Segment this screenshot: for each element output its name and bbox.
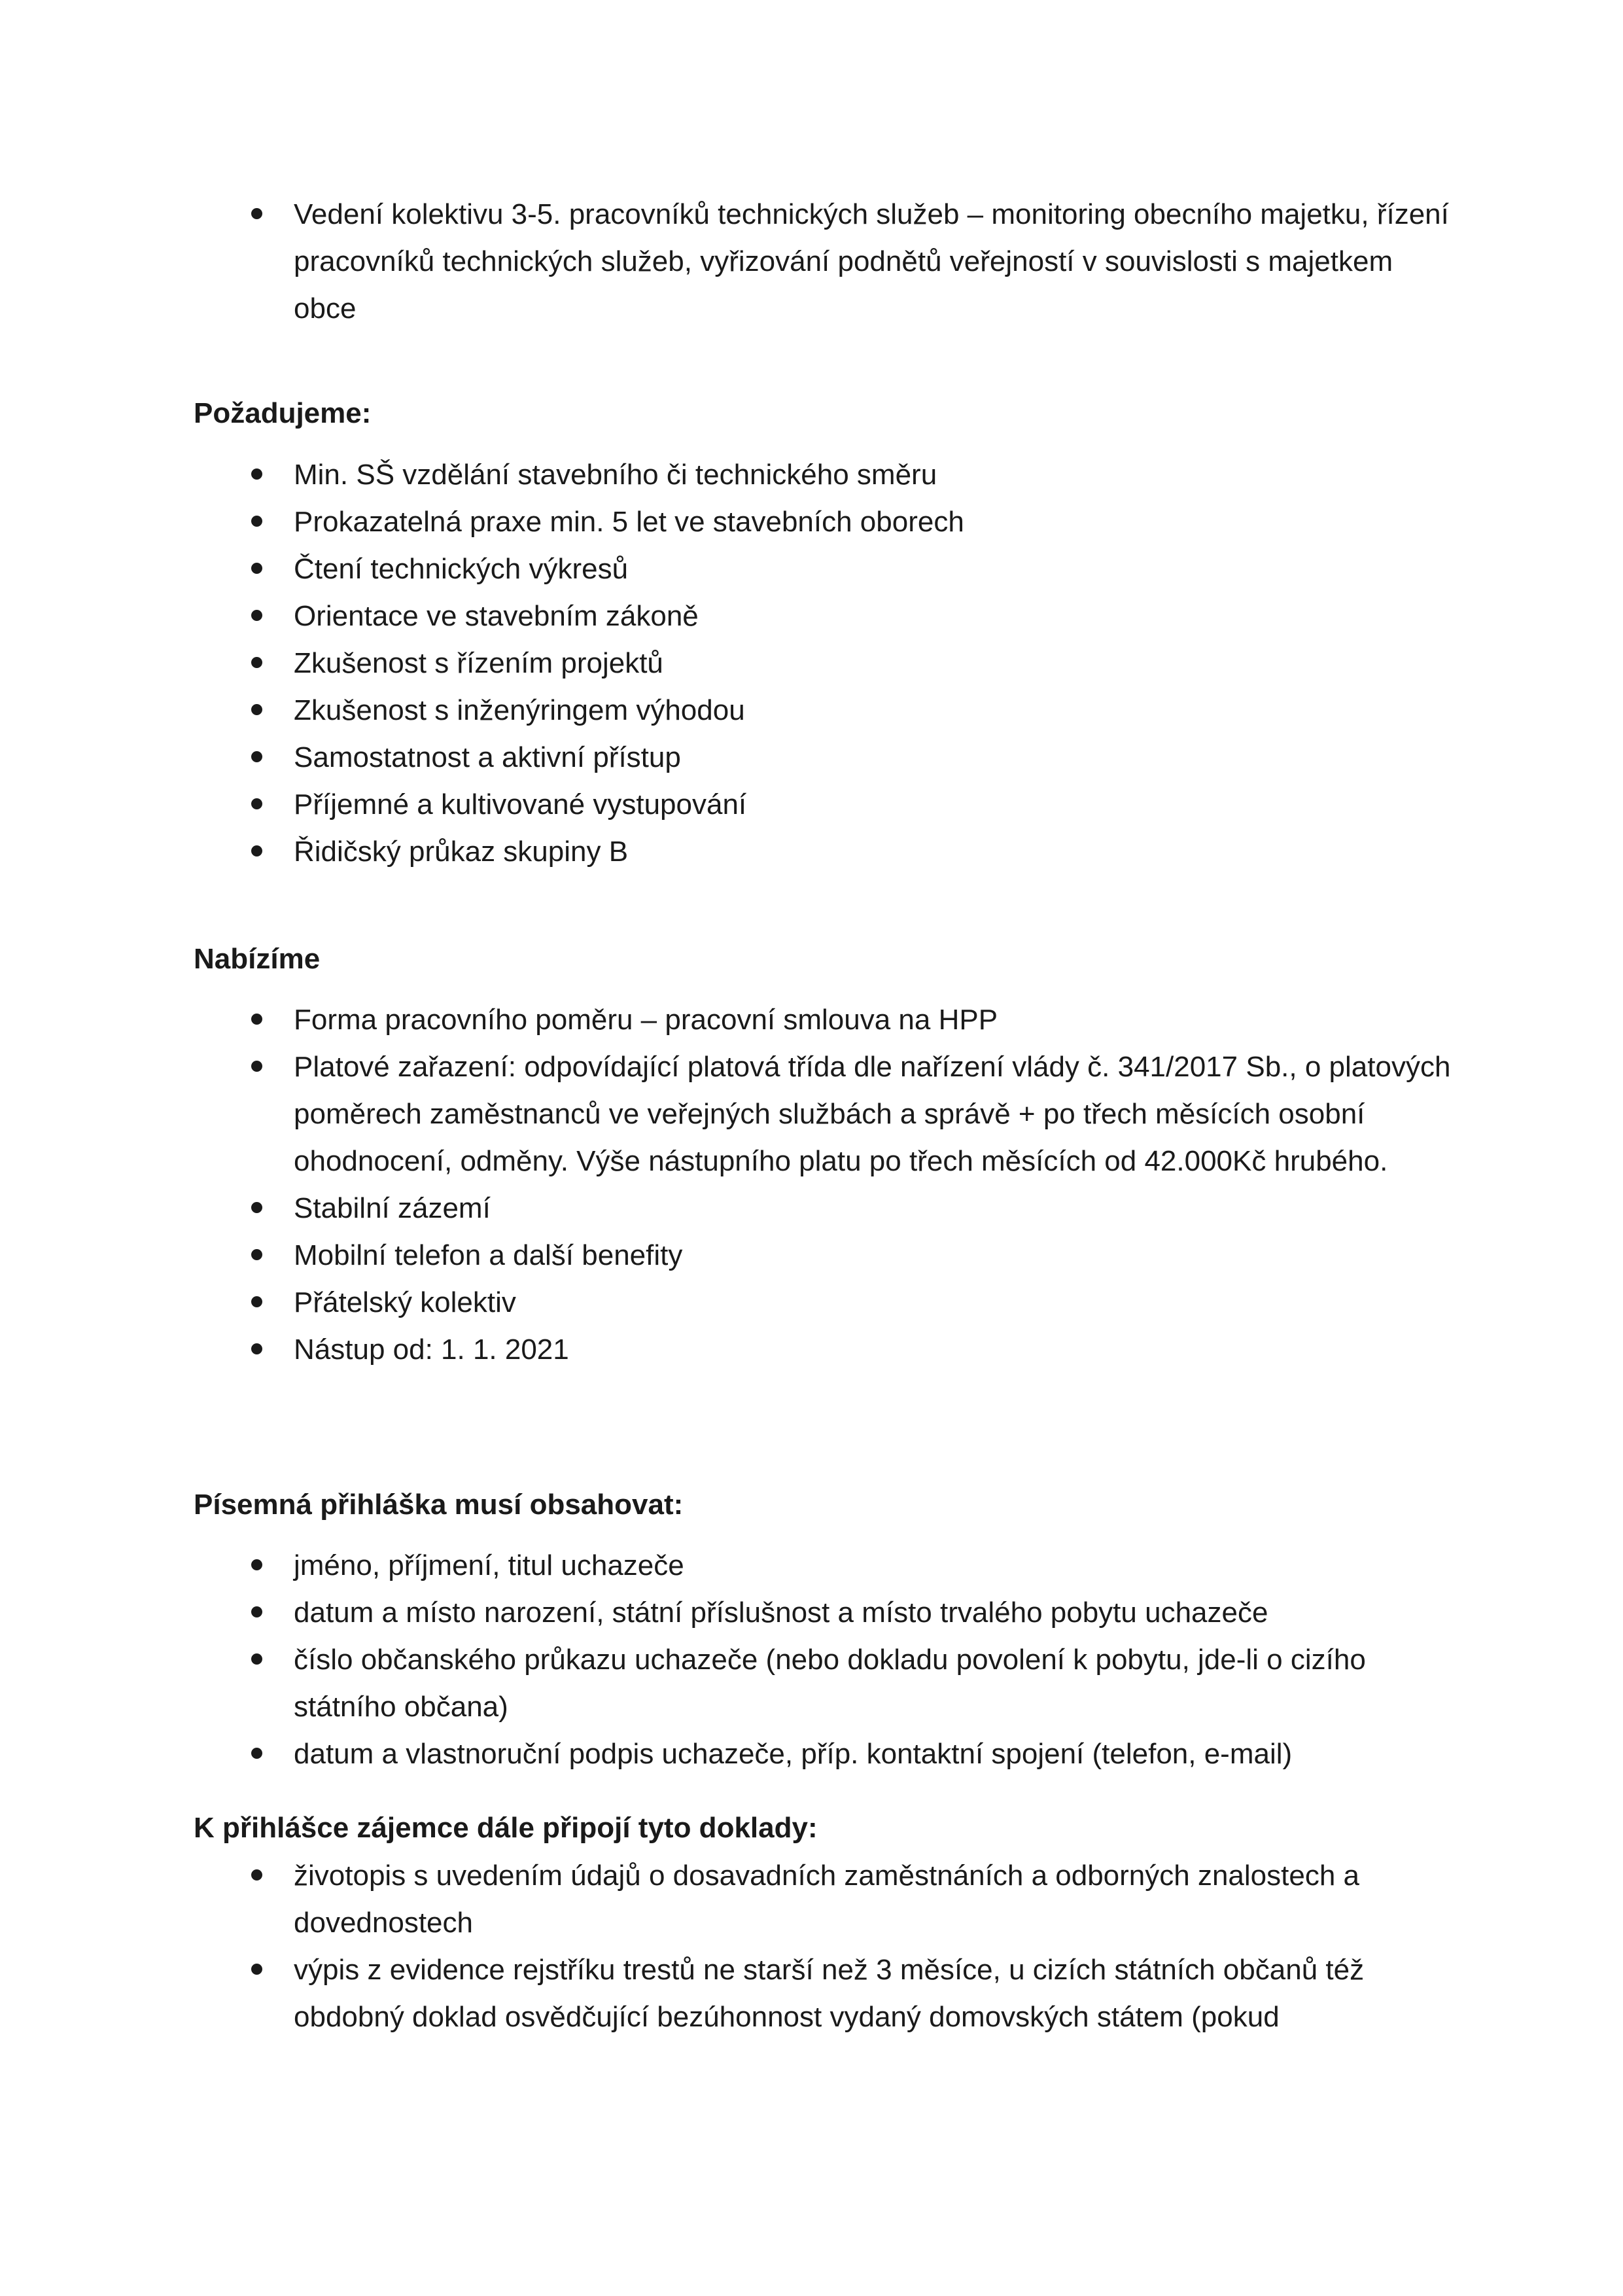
list-item-text: číslo občanského průkazu uchazeče (nebo dokladu povolení k pobytu, jde-li o cizího státního občana) <box>294 1644 1366 1723</box>
list-item <box>194 593 1456 640</box>
list-item-text: výpis z evidence rejstříku trestů ne starší než 3 měsíce, u cizích státních občanů též obdobný doklad osvědčující bezúhonnost vydaný domovských státem (pokud <box>294 1954 1365 2033</box>
bullet-icon <box>251 208 262 219</box>
list-item <box>194 1542 1456 1589</box>
section-heading: K přihlášce zájemce dále připojí tyto doklady: <box>194 1812 818 1844</box>
list-item-text: datum a místo narození, státní příslušnost a místo trvalého pobytu uchazeče <box>294 1597 1268 1629</box>
bullet-icon <box>251 751 262 762</box>
bullet-icon <box>251 845 262 857</box>
application-section <box>194 1481 1456 1528</box>
bullet-icon <box>251 1014 262 1025</box>
requirements-list <box>194 451 1456 875</box>
list-item-text: jméno, příjmení, titul uchazeče <box>294 1549 684 1581</box>
list-item-text: Prokazatelná praxe min. 5 let ve stavebních oborech <box>294 506 964 538</box>
application-list <box>194 1542 1456 1778</box>
list-item-text: Přátelský kolektiv <box>294 1286 516 1318</box>
list-item <box>194 1279 1456 1326</box>
section-heading: Požadujeme: <box>194 397 372 429</box>
bullet-icon <box>251 610 262 621</box>
bullet-icon <box>251 1202 262 1213</box>
list-item <box>194 640 1456 687</box>
bullet-icon <box>251 1653 262 1665</box>
list-item <box>194 828 1456 875</box>
application-list-wrap <box>194 1542 1456 1778</box>
requirements-list-wrap <box>194 451 1456 875</box>
bullet-icon <box>251 1606 262 1617</box>
list-item <box>194 1852 1456 1947</box>
bullet-icon <box>251 798 262 809</box>
list-item-text: Nástup od: 1. 1. 2021 <box>294 1333 569 1366</box>
bullet-icon <box>251 563 262 574</box>
bullet-icon <box>251 704 262 715</box>
documents-list-wrap <box>194 1852 1456 2041</box>
list-item <box>194 546 1456 593</box>
bullet-icon <box>251 1964 262 1975</box>
list-item-text: datum a vlastnoruční podpis uchazeče, příp. kontaktní spojení (telefon, e-mail) <box>294 1738 1293 1770</box>
list-item-text: Orientace ve stavebním zákoně <box>294 600 699 632</box>
list-item-text: Vedení kolektivu 3-5. pracovníků technických služeb – monitoring obecního majetku, řízení pracovníků technických služeb, vyřizování podnětů veřejností v souvislosti s majetkem obce <box>294 198 1449 325</box>
list-item-text: Čtení technických výkresů <box>294 553 629 585</box>
offer-list-wrap <box>194 997 1456 1373</box>
list-item <box>194 191 1456 332</box>
list-item-text: Platové zařazení: odpovídající platová třída dle nařízení vlády č. 341/2017 Sb., o platových poměrech zaměstnanců ve veřejných službách a správě + po třech měsících osobní ohodnocení, odměny. Výše nástupního platu po třech měsících od 42.000Kč hrubého. <box>294 1051 1451 1177</box>
bullet-icon <box>251 516 262 527</box>
list-item-text: Příjemné a kultivované vystupování <box>294 788 747 821</box>
bullet-icon <box>251 1869 262 1881</box>
offer-section <box>194 936 1456 983</box>
list-item <box>194 734 1456 781</box>
list-item-text: Řidičský průkaz skupiny B <box>294 836 629 868</box>
list-item-text: Zkušenost s inženýringem výhodou <box>294 694 745 726</box>
list-item <box>194 1947 1456 2041</box>
list-item <box>194 1731 1456 1778</box>
list-item-text: životopis s uvedením údajů o dosavadních zaměstnáních a odborných znalostech a dovednostech <box>294 1860 1360 1939</box>
bullet-icon <box>251 1061 262 1072</box>
bullet-icon <box>251 1343 262 1354</box>
list-item <box>194 687 1456 734</box>
list-item <box>194 997 1456 1044</box>
section-heading: Nabízíme <box>194 943 321 975</box>
list-item <box>194 1326 1456 1373</box>
bullet-icon <box>251 657 262 668</box>
list-item <box>194 781 1456 828</box>
list-item <box>194 1232 1456 1279</box>
list-item <box>194 1044 1456 1185</box>
list-item-text: Stabilní zázemí <box>294 1192 491 1224</box>
list-item-text: Samostatnost a aktivní přístup <box>294 741 681 773</box>
list-item <box>194 451 1456 499</box>
bullet-icon <box>251 1748 262 1759</box>
bullet-icon <box>251 1249 262 1260</box>
list-item-text: Forma pracovního poměru – pracovní smlouva na HPP <box>294 1004 998 1036</box>
list-item <box>194 499 1456 546</box>
bullet-icon <box>251 1296 262 1307</box>
intro-list <box>194 191 1456 332</box>
documents-list <box>194 1852 1456 2041</box>
list-item <box>194 1636 1456 1731</box>
section-heading: Písemná přihláška musí obsahovat: <box>194 1489 684 1521</box>
list-item-text: Zkušenost s řízením projektů <box>294 647 663 679</box>
requirements-section <box>194 390 1456 437</box>
bullet-icon <box>251 468 262 480</box>
list-item-text: Min. SŠ vzdělání stavebního či technického směru <box>294 459 937 491</box>
list-item <box>194 1589 1456 1636</box>
bullet-icon <box>251 1559 262 1570</box>
list-item <box>194 1185 1456 1232</box>
documents-section <box>194 1805 1456 1852</box>
list-item-text: Mobilní telefon a další benefity <box>294 1239 683 1271</box>
offer-list <box>194 997 1456 1373</box>
intro-section <box>194 191 1456 332</box>
